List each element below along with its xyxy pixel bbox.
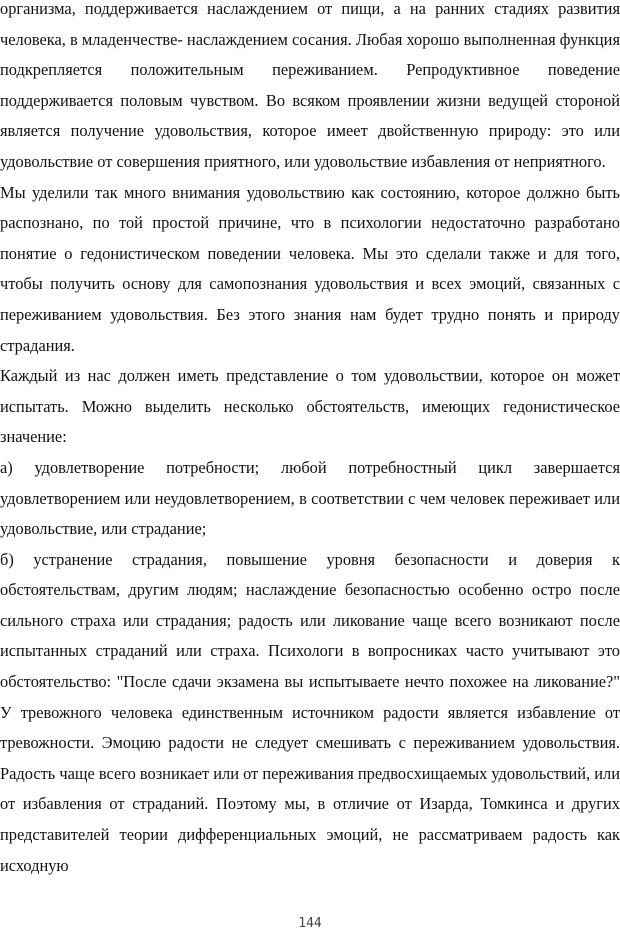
paragraph-1: организма, поддерживается наслаждением от пищи, а на ранних стадиях развития человека, в младенчестве- наслаждением сосания. Любая хорошо выполненная функция подкрепляется положительным переживанием. Репродуктивное поведение поддерживается половым чувством. Во всяком проявлении жизни ведущей стороной является получение удовольствия, которое имеет двойственную природу: это или удовольствие от совершения приятного, или удовольствие избавления от неприятного. [0,0,620,171]
page-number: 144 [298,916,322,931]
paragraph-4: а) удовлетворение потребности; любой потребностный цикл завершается удовлетворением или неудовлетворением, в соответствии с чем человек переживает или удовольствие, или страдание; [0,457,620,539]
paragraph-5: б) устранение страдания, повышение уровня безопасности и доверия к обстоятельствам, другим людям; наслаждение безопасностью особенно остро после сильного страха или страдания; радость или ликование чаще всего возникают после испытанных страданий или страха. Психологи в вопросниках часто учитывают это обстоятельство: "После сдачи экзамена вы испытываете нечто похожее на ликование?" У тревожного человека единственным источником радости является избавление от тревожности. Эмоцию радости не следует смешивать с переживанием удовольствия. Радость чаще всего возникает или от переживания предвосхищаемых удовольствий, или от избавления от страданий. Поэтому мы, в отличие от Изарда, Томкинса и других представителей теории дифференциальных эмоций, не рассматриваем радость как исходную [0,549,620,875]
paragraph-3: Каждый из нас должен иметь представление о том удовольствии, которое он может испытать. Можно выделить несколько обстоятельств, имеющих гедонистическое значение: [0,366,620,447]
paragraph-2: Мы уделили так много внимания удовольствию как состоянию, которое должно быть распознано, по той простой причине, что в психологии недостаточно разработано понятие о гедонистическом поведении человека. Мы это сделали также и для того, чтобы получить основу для самопознания удовольствия и всех эмоций, связанных с переживанием удовольствия. Без этого знания нам будет трудно понять и природу страдания. [0,182,620,355]
